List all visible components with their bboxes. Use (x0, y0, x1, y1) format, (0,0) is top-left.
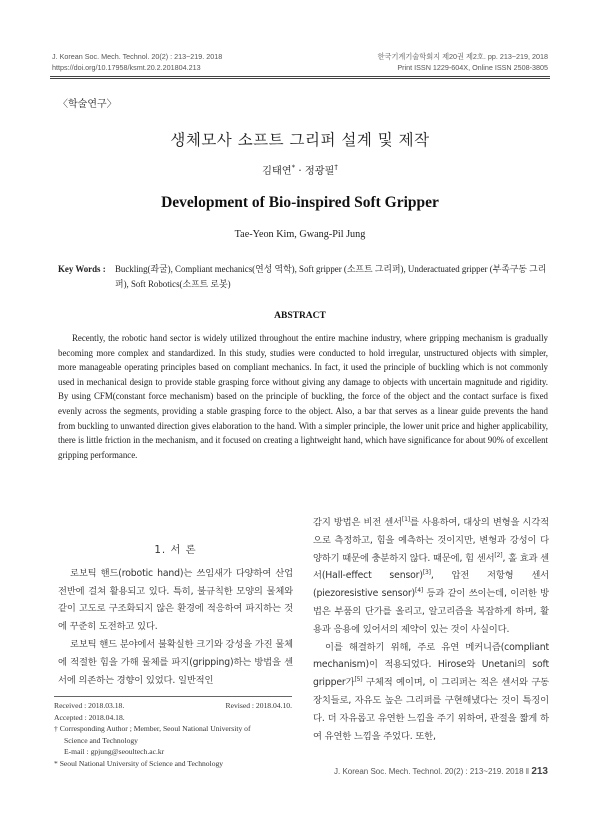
left-column (58, 542, 293, 689)
header-rule-top (50, 76, 550, 77)
keywords-label: Key Words : (58, 264, 106, 274)
title-korean: 생체모사 소프트 그리퍼 설계 및 제작 (170, 131, 430, 149)
author-1: 김태연 (262, 166, 292, 177)
footnotes (54, 696, 292, 770)
text-run: 감지 방법은 비전 센서 (313, 517, 402, 528)
corresponding-affiliation: Science and Technology (64, 735, 138, 745)
doi-link[interactable]: https://doi.org/10.17958/ksmt.20.2.201804.213 (52, 63, 201, 72)
text-run: 이를 해결하기 위해, 주로 유연 메커니즘(compliant mechanism)이 적용되었다. Hirose와 Unetani의 soft gripper가 (313, 641, 549, 689)
citation-ref[interactable]: [1] (401, 515, 410, 523)
accepted-date: Accepted : 2018.04.18. (54, 712, 125, 722)
article-category: 〈학술연구〉 (58, 99, 117, 110)
abstract-heading: ABSTRACT (274, 311, 326, 321)
intro-paragraph-4 (313, 639, 549, 746)
intro-paragraph-3 (313, 514, 549, 639)
intro-paragraph-1: 로보틱 핸드(robotic hand)는 쓰임새가 다양하여 산업 전반에 걸쳐 활용되고 있다. 특히, 불규칙한 모양의 물체와 같이 고도로 구조화되지 않은 환경에 적응하여 파지하는 것에 꾸준히 도전하고 있다. (58, 567, 293, 633)
text-run: , 홀 효과 센서(Hall-effect sensor) (313, 552, 550, 582)
authors-english: Tae-Yeon Kim, Gwang-Pil Jung (234, 229, 366, 240)
revised-date: Revised : 2018.04.10. (225, 701, 292, 710)
page-number: 213 (531, 766, 548, 777)
author-separator: · (295, 166, 305, 177)
header-rule-bottom (50, 78, 550, 79)
author-2-mark: † (334, 163, 338, 172)
text-run: , 압전 저항형 센서(piezoresistive sensor) (313, 570, 549, 600)
authors-korean (0, 162, 600, 177)
keywords (58, 262, 548, 292)
page-footer (334, 766, 548, 777)
corresponding-email[interactable]: E-mail : gpjung@seoultech.ac.kr (64, 747, 165, 757)
received-date: Received : 2018.03.18. (54, 701, 125, 710)
title-english: Development of Bio-inspired Soft Gripper (161, 194, 439, 211)
text-run: 등과 같이 쓰이는데, 이러한 방법은 부품의 단가를 올리고, 알고리즘을 복잡하게 하며, 활용과 응용에 있어서의 제약이 있는 것이 사실이다. (313, 588, 549, 635)
footer-citation: J. Korean Soc. Mech. Technol. 20(2) : 213~219. 2018 (334, 767, 524, 776)
keywords-text: Buckling(좌굴), Compliant mechanics(연성 역학), Soft gripper (소프트 그리퍼), Underactuated gripper (부족구동 그리퍼), Soft Robotics(소프트 로봇) (115, 264, 547, 289)
footer-separator: ‖ (525, 767, 530, 776)
citation-ref[interactable]: [5] (354, 676, 363, 684)
right-column (313, 514, 549, 745)
citation-ref[interactable]: [3] (422, 569, 431, 577)
journal-citation-korean: 한국기계기술학회지 제20권 제2호. pp. 213~219, 2018 (377, 52, 548, 61)
journal-citation: J. Korean Soc. Mech. Technol. 20(2) : 213~219. 2018 (52, 52, 223, 61)
running-header (52, 51, 548, 73)
citation-ref[interactable]: [2] (494, 551, 503, 559)
citation-ref[interactable]: [4] (415, 587, 424, 595)
section-heading-introduction: 1. 서 론 (154, 544, 197, 556)
author-1-mark: * (291, 163, 296, 172)
issn: Print ISSN 1229-604X, Online ISSN 2508-3805 (397, 63, 548, 72)
author-affiliation: * Seoul National University of Science and Technology (54, 758, 224, 768)
text-run: 를 사용하여, 대상의 변형을 시각적으로 측정하고, 힘을 예측하는 것이지만, 변형과 강성이 다양하기 때문에 충분하지 않다. 때문에, 힘 센서 (313, 517, 549, 564)
intro-paragraph-2: 로보틱 핸드 분야에서 불확실한 크기와 강성을 가진 물체에 적절한 힘을 가해 물체를 파지(gripping)하는 방법을 센서에 의존하는 경향이 있었다. 일반적인 (58, 638, 293, 686)
author-2: 정광필 (304, 166, 335, 177)
text-run: 구체적 예이며, 이 그리퍼는 적은 센서와 구동장치들로, 자유도 높은 그리퍼를 구현해냈다는 것이 특징이다. 더 자유롭고 유연한 느낌을 주기 위하여, 관절을 짧게 하여 유연한 느낌을 주었다. 또한, (313, 677, 549, 742)
abstract-text: Recently, the robotic hand sector is widely utilized throughout the entire machine industry, where gripping mechanism is gradually becoming more complex and standardized. In this study, studies were conducted to hold irregular, unstructured objects with simpler, more manageable operating principles based on compliant mechanics. In fact, it used the principle of buckling which is not commonly used in mechanical design to provide stable grasping force without giving any damage to objects with uncertain magnitude and rigidity. By using CFM(constant force mechanism) based on the principle of buckling, the force of the object and the contact surface is fixed evenly across the segments, providing a stable grasping force to the object. Also, a bar that serves as a linear guide prevents the hand from buckling to unwanted direction gives elaboration to the hand. With a simpler principle, the lower unit price and higher applicability, there is little friction in the mechanism, and it focused on creating a lightweight hand, which have significance for about 90% of excellent gripping performance. (58, 333, 548, 460)
corresponding-author: † Corresponding Author ; Member, Seoul National University of (54, 724, 251, 734)
